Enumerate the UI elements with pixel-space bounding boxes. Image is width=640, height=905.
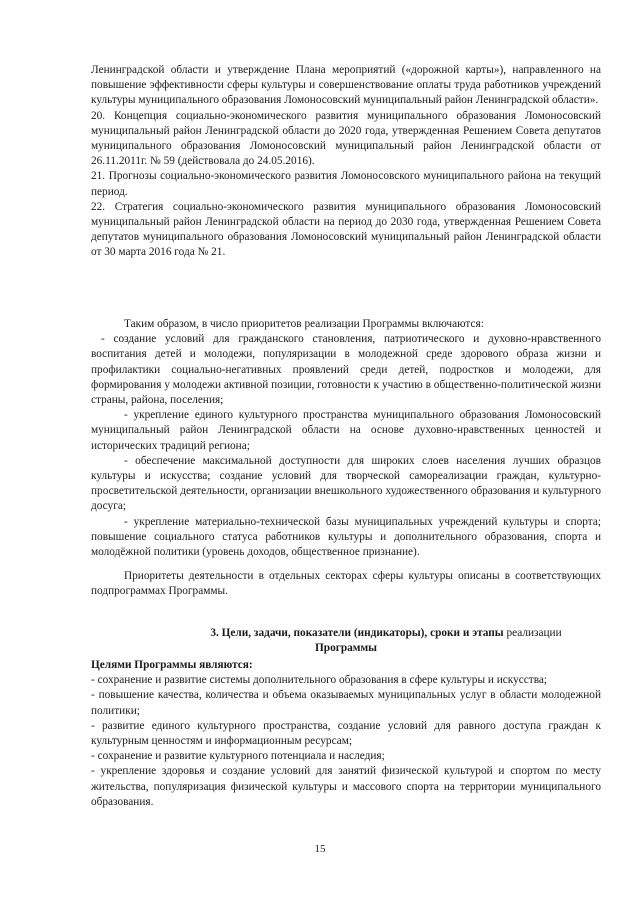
section-3-heading-line2: Программы xyxy=(315,642,377,655)
page-number: 15 xyxy=(314,843,326,855)
reference-item-19-tail: Ленинградской области и утверждение Плана мероприятий («дорожной карты»), направленного на повышение эффективности сферы культуры и совершенствование оплаты труда работников учреждений культуры муниципального образования Ломоносовский муниципальный район Ленинградской области». xyxy=(91,64,601,107)
priorities-intro: Таким образом, в число приоритетов реализации Программы включаются: xyxy=(124,318,484,330)
references-list xyxy=(91,63,601,261)
goal-item: - сохранение и развитие культурного потенциала и наследия; xyxy=(91,750,385,763)
section-3-heading xyxy=(91,626,601,656)
priority-item: - укрепление единого культурного пространства муниципального образования Ломоносовский муниципальный район Ленинградской области на основе духовно-нравственных ценностей и исторических традиций региона; xyxy=(91,409,601,452)
section-3-heading-line1 xyxy=(91,626,601,641)
sectors-paragraph-block xyxy=(91,569,601,599)
goals-section xyxy=(91,658,601,810)
reference-item-22: 22. Стратегия социально-экономического развития муниципального образования Ломоносовский муниципальный район Ленинградской области на период до 2030 года, утвержденная Решением Совета депутатов муниципального образования Ломоносовский муниципальный район Ленинградской области от 30 марта 2016 года № 21. xyxy=(91,200,601,259)
goal-item: - повышение качества, количества и объема оказываемых муниципальных услуг в области молодежной политики; xyxy=(91,689,601,717)
priorities-section xyxy=(91,317,601,560)
priority-item: - укрепление материально-технической базы муниципальных учреждений культуры и спорта; повышение социального статуса работников культуры и дополнительного образования, спорта и молодёжной политики (уровень доходов, общественное признание). xyxy=(91,515,601,559)
section-3-heading-bold: 3. Цели, задачи, показатели (индикаторы), сроки и этапы xyxy=(210,627,504,639)
priority-item: - обеспечение максимальной доступности для широких слоев населения лучших образцов культуры и искусства; создание условий для творческой самореализации граждан, культурно-просветительской деятельности, организации внешкольного художественного образования и культурного досуга; xyxy=(91,454,601,513)
goals-title: Целями Программы являются: xyxy=(91,659,253,671)
section-3-heading-tail: реализации xyxy=(506,627,562,639)
goal-item: - укрепление здоровья и создание условий для занятий физической культурой и спортом по месту жительства, популяризация физической культуры и массового спорта на территории муниципального образования. xyxy=(91,765,601,808)
goal-item: - сохранение и развитие системы дополнительного образования в сфере культуры и искусства; xyxy=(91,674,548,687)
priority-item: - создание условий для гражданского становления, патриотического и духовно-нравственного воспитания детей и молодежи, популяризации в молодежной среде здорового образа жизни и профилактики социально-негативных проявлений среди детей, подростков и молодежи, для формирования у молодежи активной позиции, готовности к участию в общественно-политической жизни страны, района, поселения; xyxy=(91,333,601,407)
reference-item-21: 21. Прогнозы социально-экономического развития Ломоносовского муниципального района на текущий период. xyxy=(91,170,601,198)
sectors-paragraph: Приоритеты деятельности в отдельных секторах сферы культуры описаны в соответствующих подпрограммах Программы. xyxy=(91,570,601,598)
goal-item: - развитие единого культурного пространства, создание условий для равного доступа граждан к культурным ценностям и информационным ресурсам; xyxy=(91,719,601,748)
reference-item-20: 20. Концепция социально-экономического развития муниципального образования Ломоносовский муниципальный район Ленинградской области до 2020 года, утвержденная Решением Совета депутатов муниципального образования Ломоносовский муниципальный район Ленинградской области от 26.11.2011г. № 59 (действовала до 24.05.2016). xyxy=(91,109,601,168)
